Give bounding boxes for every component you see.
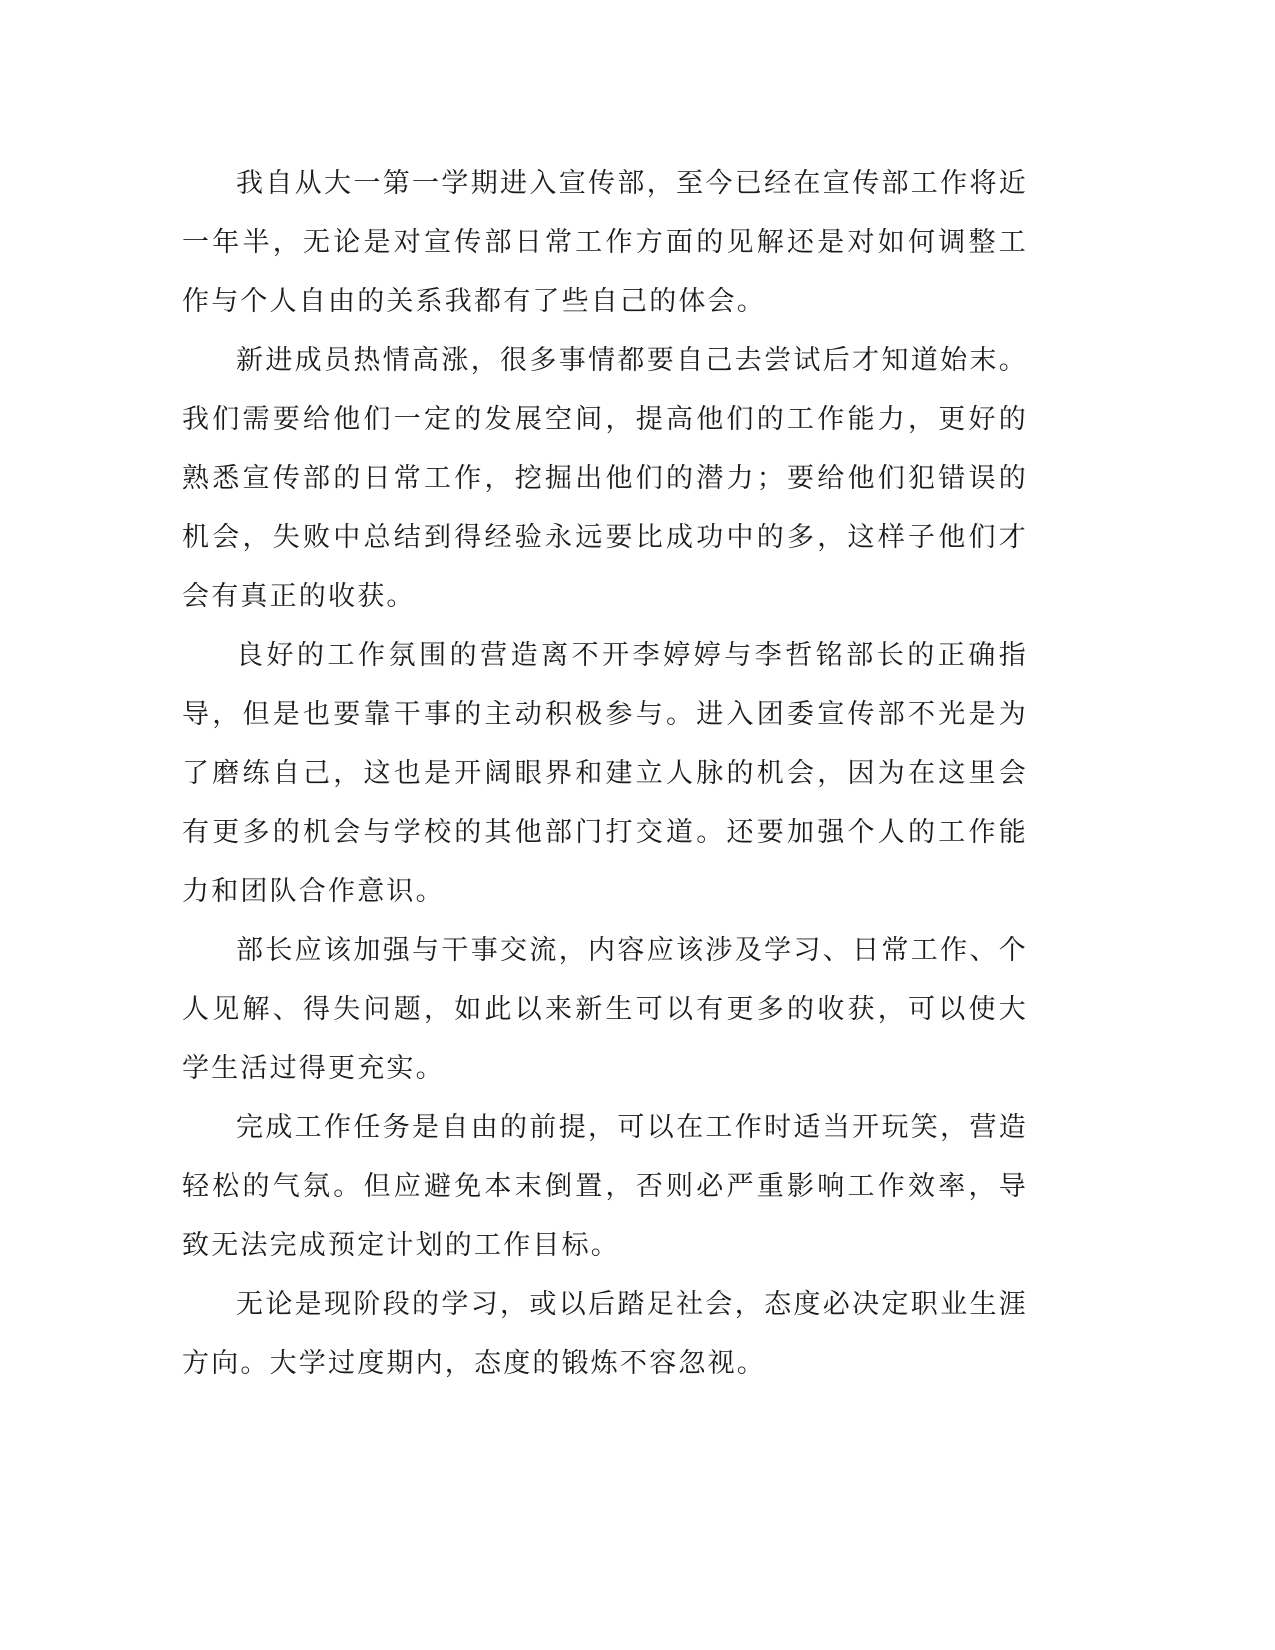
paragraph-3: 良好的工作氛围的营造离不开李婷婷与李哲铭部长的正确指导，但是也要靠干事的主动积极参与。进入团委宣传部不光是为了磨练自己，这也是开阔眼界和建立人脉的机会，因为在这里会有更多的机会与学校的其他部门打交道。还要加强个人的工作能力和团队合作意识。 [182, 640, 1028, 907]
paragraph-1: 我自从大一第一学期进入宣传部，至今已经在宣传部工作将近一年半，无论是对宣传部日常工作方面的见解还是对如何调整工作与个人自由的关系我都有了些自己的体会。 [182, 168, 1028, 317]
paragraph-5: 完成工作任务是自由的前提，可以在工作时适当开玩笑，营造轻松的气氛。但应避免本末倒置，否则必严重影响工作效率，导致无法完成预定计划的工作目标。 [182, 1112, 1028, 1261]
document-body [182, 154, 1028, 1393]
paragraph-4: 部长应该加强与干事交流，内容应该涉及学习、日常工作、个人见解、得失问题，如此以来新生可以有更多的收获，可以使大学生活过得更充实。 [182, 935, 1028, 1084]
paragraph-2: 新进成员热情高涨，很多事情都要自己去尝试后才知道始末。我们需要给他们一定的发展空间，提高他们的工作能力，更好的熟悉宣传部的日常工作，挖掘出他们的潜力；要给他们犯错误的机会，失败中总结到得经验永远要比成功中的多，这样子他们才会有真正的收获。 [182, 345, 1028, 612]
paragraph-6: 无论是现阶段的学习，或以后踏足社会，态度必决定职业生涯方向。大学过度期内，态度的锻炼不容忽视。 [182, 1289, 1028, 1379]
